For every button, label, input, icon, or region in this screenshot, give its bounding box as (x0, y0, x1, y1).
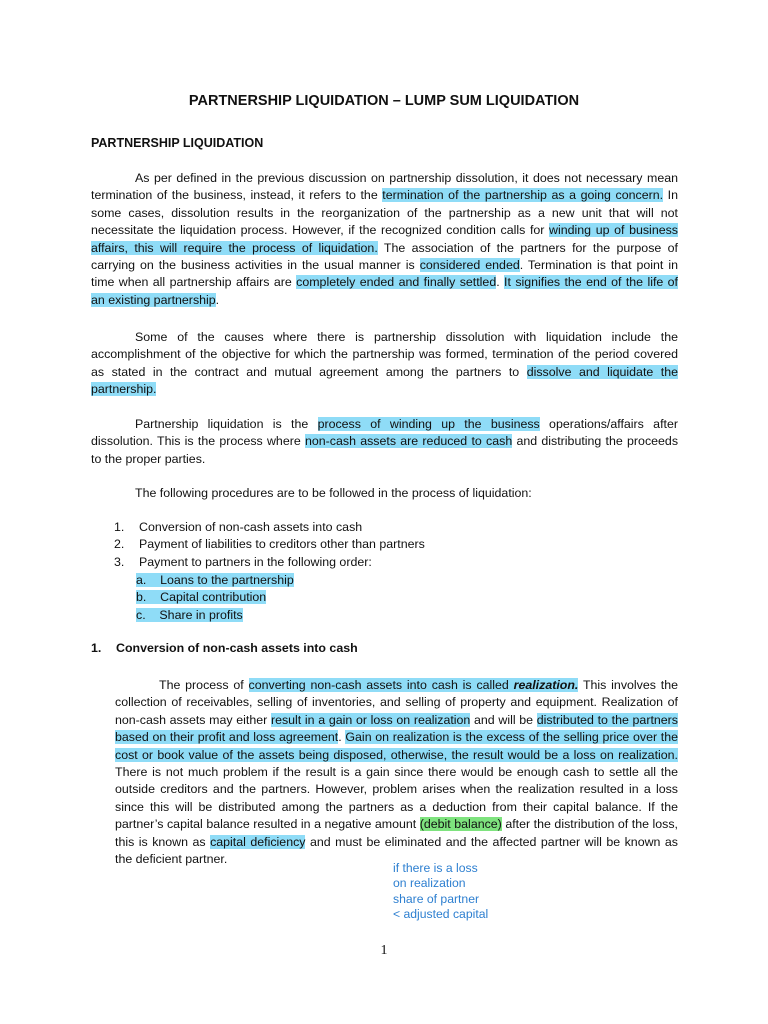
text-run: after the distribution of the loss, this is known as (115, 817, 678, 849)
document-title: PARTNERSHIP LIQUIDATION – LUMP SUM LIQUIDATION (188, 93, 580, 109)
procedure-item: 1. Conversion of non-cash assets into cash (114, 520, 363, 534)
emphasis-term: realization. (513, 678, 579, 692)
note-line: on realization (393, 876, 466, 891)
note-line: < adjusted capital (393, 906, 489, 921)
procedure-item: 2. Payment of liabilities to creditors other than partners (114, 537, 425, 552)
subsection-heading: 1. Conversion of non-cash assets into cash (91, 641, 358, 655)
highlighted-text: winding up of business affairs, this will require the process of liquidation. (91, 223, 678, 255)
text-run: Some of the causes where there is partnership dissolution with liquidation include the accomplishment of the objective for which the partnership was formed, termination of the period covered as stated in the contract and mutual agreement among the partners to (91, 330, 678, 379)
text-run: operations/affairs after dissolution. This is the process where (91, 417, 678, 449)
highlighted-text: non-cash assets are reduced to cash (304, 434, 513, 449)
order-item: c. Share in profits (136, 607, 243, 622)
procedure-item: 3. Payment to partners in the following order: (114, 554, 372, 569)
text-run: As per defined in the previous discussion on partnership dissolution, it does not necessary mean termination of the business, instead, it refers to the (91, 171, 678, 203)
order-item: a. Loans to the partnership (136, 573, 294, 587)
payment-order-list (136, 572, 294, 624)
text-run: and must be eliminated and the affected partner will be known as the deficient partner. (115, 834, 678, 867)
highlighted-text: process of winding up the business (317, 417, 540, 431)
highlighted-text: converting non-cash assets into cash is called (248, 678, 514, 692)
text-run: . (338, 730, 346, 745)
order-item: b. Capital contribution (136, 590, 267, 605)
highlighted-text: result in a gain or loss on realization (270, 712, 471, 727)
text-run: and distributing the proceeds to the proper parties. (91, 434, 679, 466)
page-number: 1 (380, 943, 388, 958)
highlighted-text: distributed to the partners based on their profit and loss agreement (115, 712, 678, 745)
text-run: . Termination is that point in time when all partnership affairs are (91, 258, 678, 290)
paragraph-realization (115, 677, 678, 868)
text-run: Partnership liquidation is the (135, 417, 318, 431)
paragraph-definition (91, 170, 678, 309)
section-heading: PARTNERSHIP LIQUIDATION (91, 136, 264, 150)
paragraph-liquidation (91, 416, 678, 468)
text-run: In some cases, dissolution results in the reorganization of the partnership as a new unit that will not necessitate the liquidation process. However, if the recognized condition calls for (91, 188, 678, 238)
text-run: . (215, 292, 220, 307)
highlighted-text: Gain on realization is the excess of the selling price over the cost or book value of the assets being disposed, otherwise, the result would be a loss on realization. (115, 730, 678, 762)
highlighted-text: completely ended and finally settled (296, 275, 497, 290)
text-run: There is not much problem if the result is a gain since there would be enough cash to settle all the outside creditors and the partners. However, problem arises when the realization resulted in a loss since this will be distributed among the partners as a deduction from their capital balance. If the partner’s capital balance resulted in a negative amount (115, 765, 678, 832)
note-line: if there is a loss (393, 861, 478, 875)
text-run: . (496, 275, 505, 290)
note-line: share of partner (393, 891, 480, 906)
text-run: The association of the partners for the purpose of carrying on the business activities in the usual manner is (91, 240, 678, 273)
procedures-list (114, 519, 425, 571)
procedures-intro: The following procedures are to be followed in the process of liquidation: (135, 486, 532, 500)
text-run: The process of (159, 678, 249, 692)
highlighted-text: dissolve and liquidate the partnership. (91, 364, 678, 397)
text-run: This involves the collection of receivables, selling of inventories, and selling of property and equipment. Realization of non-cash assets may either (115, 678, 678, 727)
paragraph-causes (91, 329, 678, 399)
handwritten-note (393, 861, 488, 922)
highlighted-text: capital deficiency (210, 834, 306, 849)
highlighted-text: termination of the partnership as a going concern. (382, 188, 664, 203)
highlighted-text: It signifies the end of the life of an existing partnership (91, 275, 678, 307)
highlighted-text-green: (debit balance) (419, 817, 502, 832)
highlighted-text: considered ended (419, 258, 520, 273)
text-run: and will be (470, 712, 537, 727)
